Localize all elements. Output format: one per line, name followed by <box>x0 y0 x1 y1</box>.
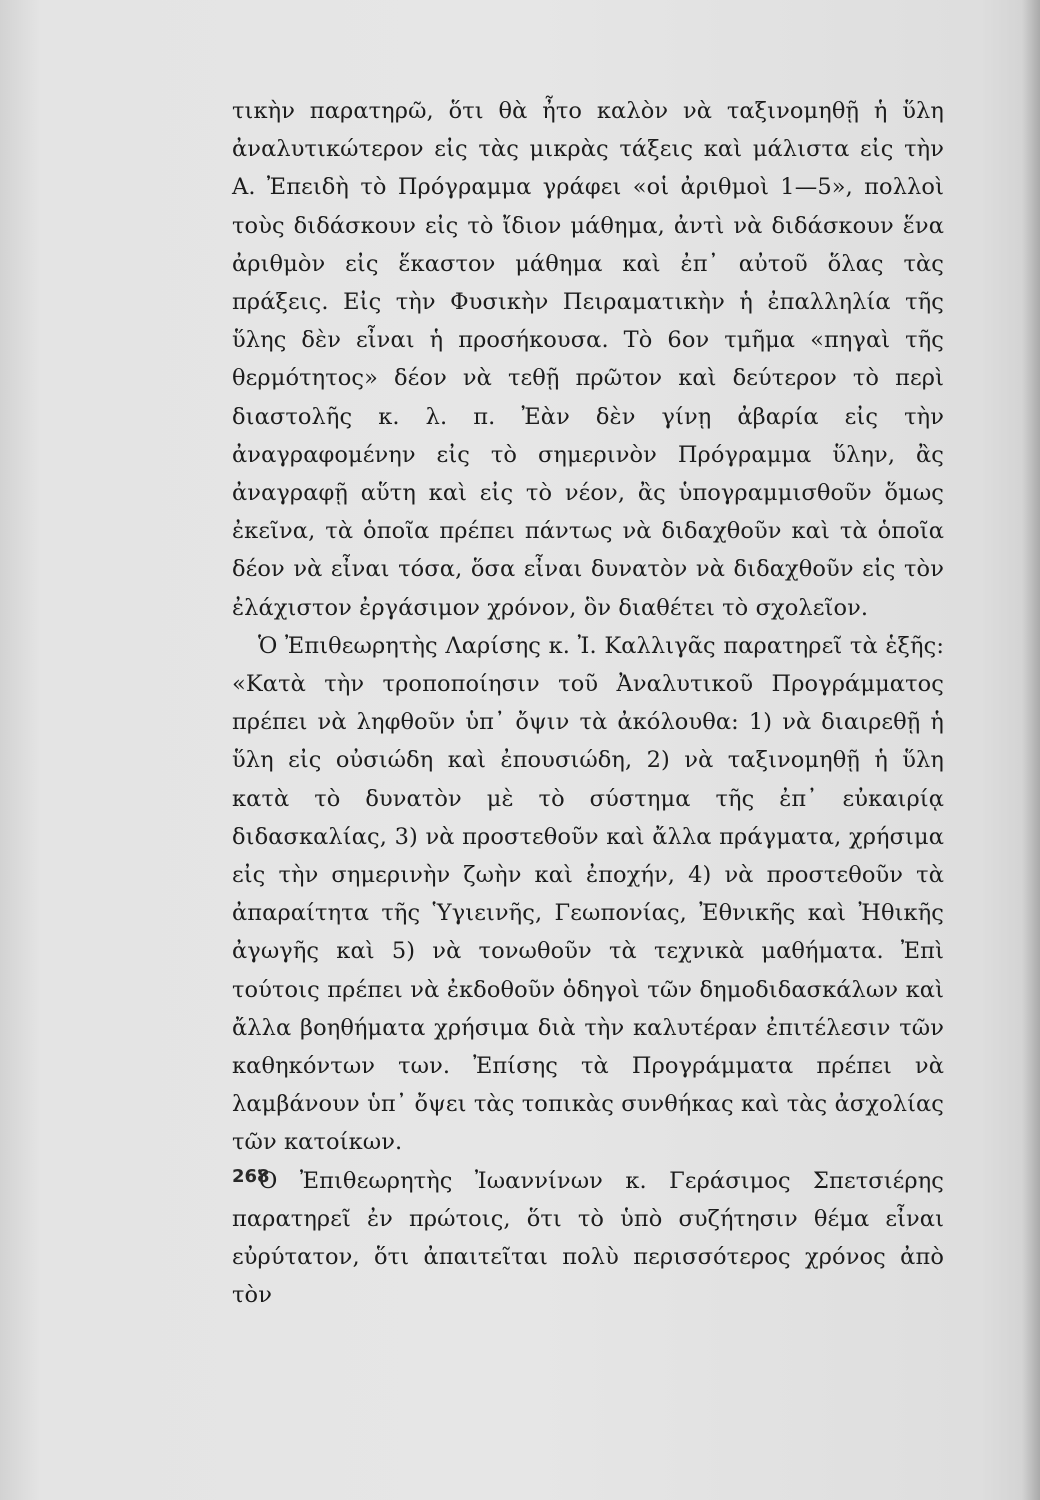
page-number: 268 <box>232 1166 270 1187</box>
body-text <box>232 92 944 1315</box>
page-edge-shadow <box>1022 0 1040 1500</box>
paragraph-1: τικὴν παρατηρῶ, ὅτι θὰ ἦτο καλὸν νὰ ταξινομηθῇ ἡ ὕλη ἀναλυτικώτερον εἰς τὰς μικρὰς τάξεις καὶ μάλιστα εἰς τὴν Α. Ἐπειδὴ τὸ Πρόγραμμα γράφει «οἱ ἀριθμοὶ 1—5», πολλοὶ τοὺς διδάσκουν εἰς τὸ ἴδιον μάθημα, ἀντὶ νὰ διδάσκουν ἕνα ἀριθμὸν εἰς ἕκαστον μάθημα καὶ ἐπ᾽ αὐτοῦ ὅλας τὰς πράξεις. Εἰς τὴν Φυσικὴν Πειραματικὴν ἡ ἐπαλληλία τῆς ὕλης δὲν εἶναι ἡ προσήκουσα. Τὸ 6ον τμῆμα «πηγαὶ τῆς θερμότητος» δέον νὰ τεθῇ πρῶτον καὶ δεύτερον τὸ περὶ διαστολῆς κ. λ. π. Ἐὰν δὲν γίνῃ ἀβαρία εἰς τὴν ἀναγραφομένην εἰς τὸ σημερινὸν Πρόγραμμα ὕλην, ἂς ἀναγραφῇ αὕτη καὶ εἰς τὸ νέον, ἂς ὑπογραμμισθοῦν ὅμως ἐκεῖνα, τὰ ὁποῖα πρέπει πάντως νὰ διδαχθοῦν καὶ τὰ ὁποῖα δέον νὰ εἶναι τόσα, ὅσα εἶναι δυνατὸν νὰ διδαχθοῦν εἰς τὸν ἐλάχιστον ἐργάσιμον χρόνον, ὃν διαθέτει τὸ σχολεῖον. <box>232 98 944 621</box>
paragraph-3: Ὁ Ἐπιθεωρητὴς Ἰωαννίνων κ. Γεράσιμος Σπετσιέρης παρατηρεῖ ἐν πρώτοις, ὅτι τὸ ὑπὸ συζήτησιν θέμα εἶναι εὐρύτατον, ὅτι ἀπαιτεῖται πολὺ περισσότερος χρόνος ἀπὸ τὸν <box>232 1167 944 1309</box>
paragraph-2: Ὁ Ἐπιθεωρητὴς Λαρίσης κ. Ἰ. Καλλιγᾶς παρατηρεῖ τὰ ἑξῆς: «Κατὰ τὴν τροποποίησιν τοῦ Ἀναλυτικοῦ Προγράμματος πρέπει νὰ ληφθοῦν ὑπ᾽ ὄψιν τὰ ἀκόλουθα: 1) νὰ διαιρεθῇ ἡ ὕλη εἰς οὐσιώδη καὶ ἐπουσιώδη, 2) νὰ ταξινομηθῇ ἡ ὕλη κατὰ τὸ δυνατὸν μὲ τὸ σύστημα τῆς ἐπ᾽ εὐκαιρίᾳ διδασκαλίας, 3) νὰ προστεθοῦν καὶ ἄλλα πράγματα, χρήσιμα εἰς τὴν σημερινὴν ζωὴν καὶ ἐποχήν, 4) νὰ προστεθοῦν τὰ ἀπαραίτητα τῆς Ὑγιεινῆς, Γεωπονίας, Ἐθνικῆς καὶ Ἠθικῆς ἀγωγῆς καὶ 5) νὰ τονωθοῦν τὰ τεχνικὰ μαθήματα. Ἐπὶ τούτοις πρέπει νὰ ἐκδοθοῦν ὁδηγοὶ τῶν δημοδιδασκάλων καὶ ἄλλα βοηθήματα χρήσιμα διὰ τὴν καλυτέραν ἐπιτέλεσιν τῶν καθηκόντων των. Ἐπίσης τὰ Προγράμματα πρέπει νὰ λαμβάνουν ὑπ᾽ ὄψει τὰς τοπικὰς συνθήκας καὶ τὰς ἀσχολίας τῶν κατοίκων. <box>232 632 944 1156</box>
